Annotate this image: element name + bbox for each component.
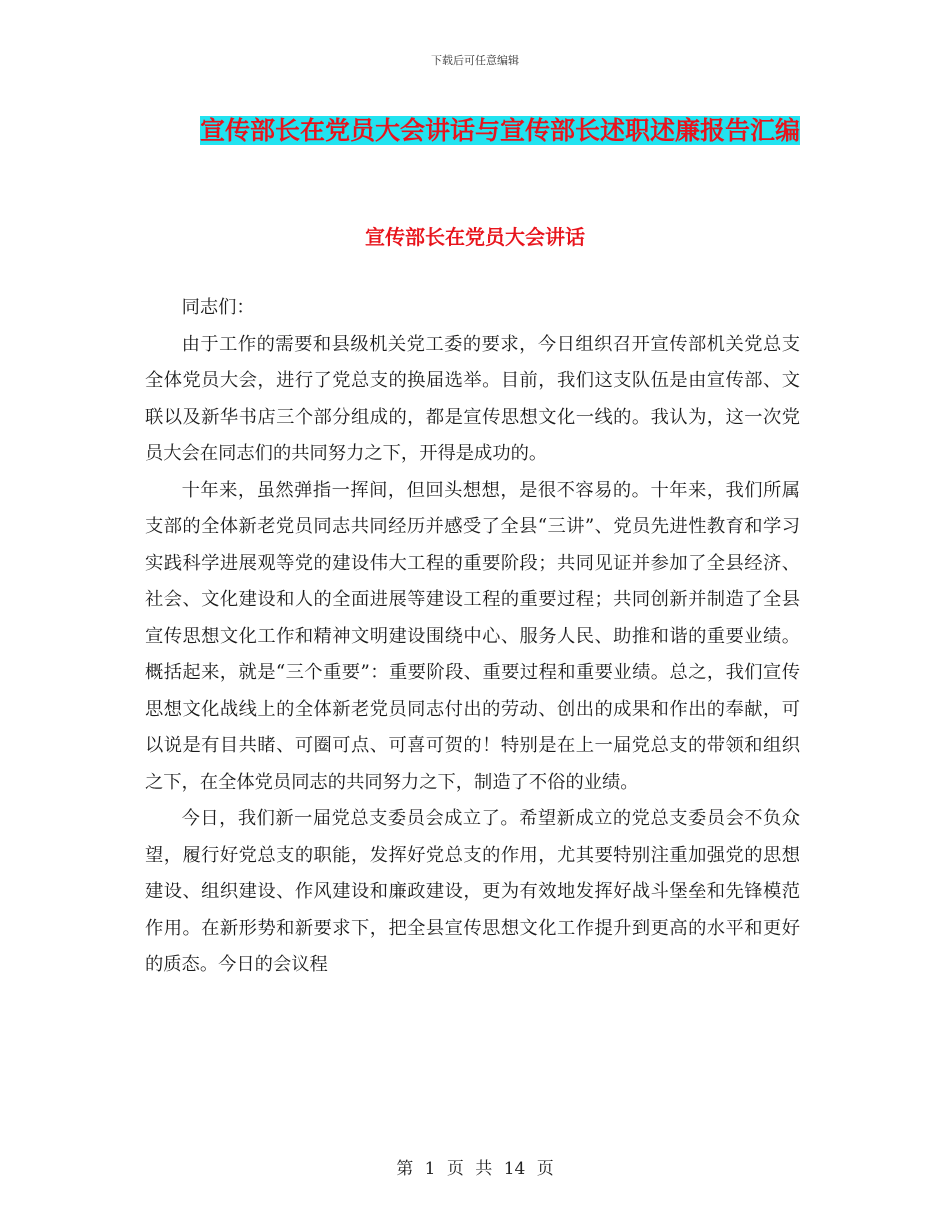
page-number: 第 1 页 共 14 页: [396, 1159, 554, 1179]
paragraph: 由于工作的需要和县级机关党工委的要求，今日组织召开宣传部机关党总支全体党员大会，进行了党总支的换届选举。目前，我们这支队伍是由宣传部、文联以及新华书店三个部分组成的，都是宣传思想文化一线的。我认为，这一次党员大会在同志们的共同努力之下，开得是成功的。: [145, 333, 800, 464]
paragraph: 十年来，虽然弹指一挥间，但回头想想，是很不容易的。十年来，我们所属支部的全体新老党员同志共同经历并感受了全县“三讲”、党员先进性教育和学习实践科学进展观等党的建设伟大工程的重要阶段；共同见证并参加了全县经济、社会、文化建设和人的全面进展等建设工程的重要过程；共同创新并制造了全县宣传思想文化工作和精神文明建设围绕中心、服务人民、助推和谐的重要业绩。概括起来，就是“三个重要”：重要阶段、重要过程和重要业绩。总之，我们宣传思想文化战线上的全体新老党员同志付出的劳动、创出的成果和作出的奉献，可以说是有目共睹、可圈可点、可喜可贺的！特别是在上一届党总支的带领和组织之下，在全体党员同志的共同努力之下，制造了不俗的业绩。: [145, 479, 800, 793]
header-note: 下载后可任意编辑: [431, 54, 519, 67]
paragraph: 今日，我们新一届党总支委员会成立了。希望新成立的党总支委员会不负众望，履行好党总支的职能，发挥好党总支的作用，尤其要特别注重加强党的思想建设、组织建设、作风建设和廉政建设，更为有效地发挥好战斗堡垒和先锋模范作用。在新形势和新要求下，把全县宣传思想文化工作提升到更高的水平和更好的质态。今日的会议程: [145, 808, 800, 975]
document-title: [190, 108, 810, 154]
document-title-text: 宣传部长在党员大会讲话与宣传部长述职述廉报告汇编: [199, 116, 800, 145]
section-title: 宣传部长在党员大会讲话: [365, 225, 585, 249]
paragraph: 同志们：: [181, 297, 255, 318]
document-body: [145, 290, 800, 984]
